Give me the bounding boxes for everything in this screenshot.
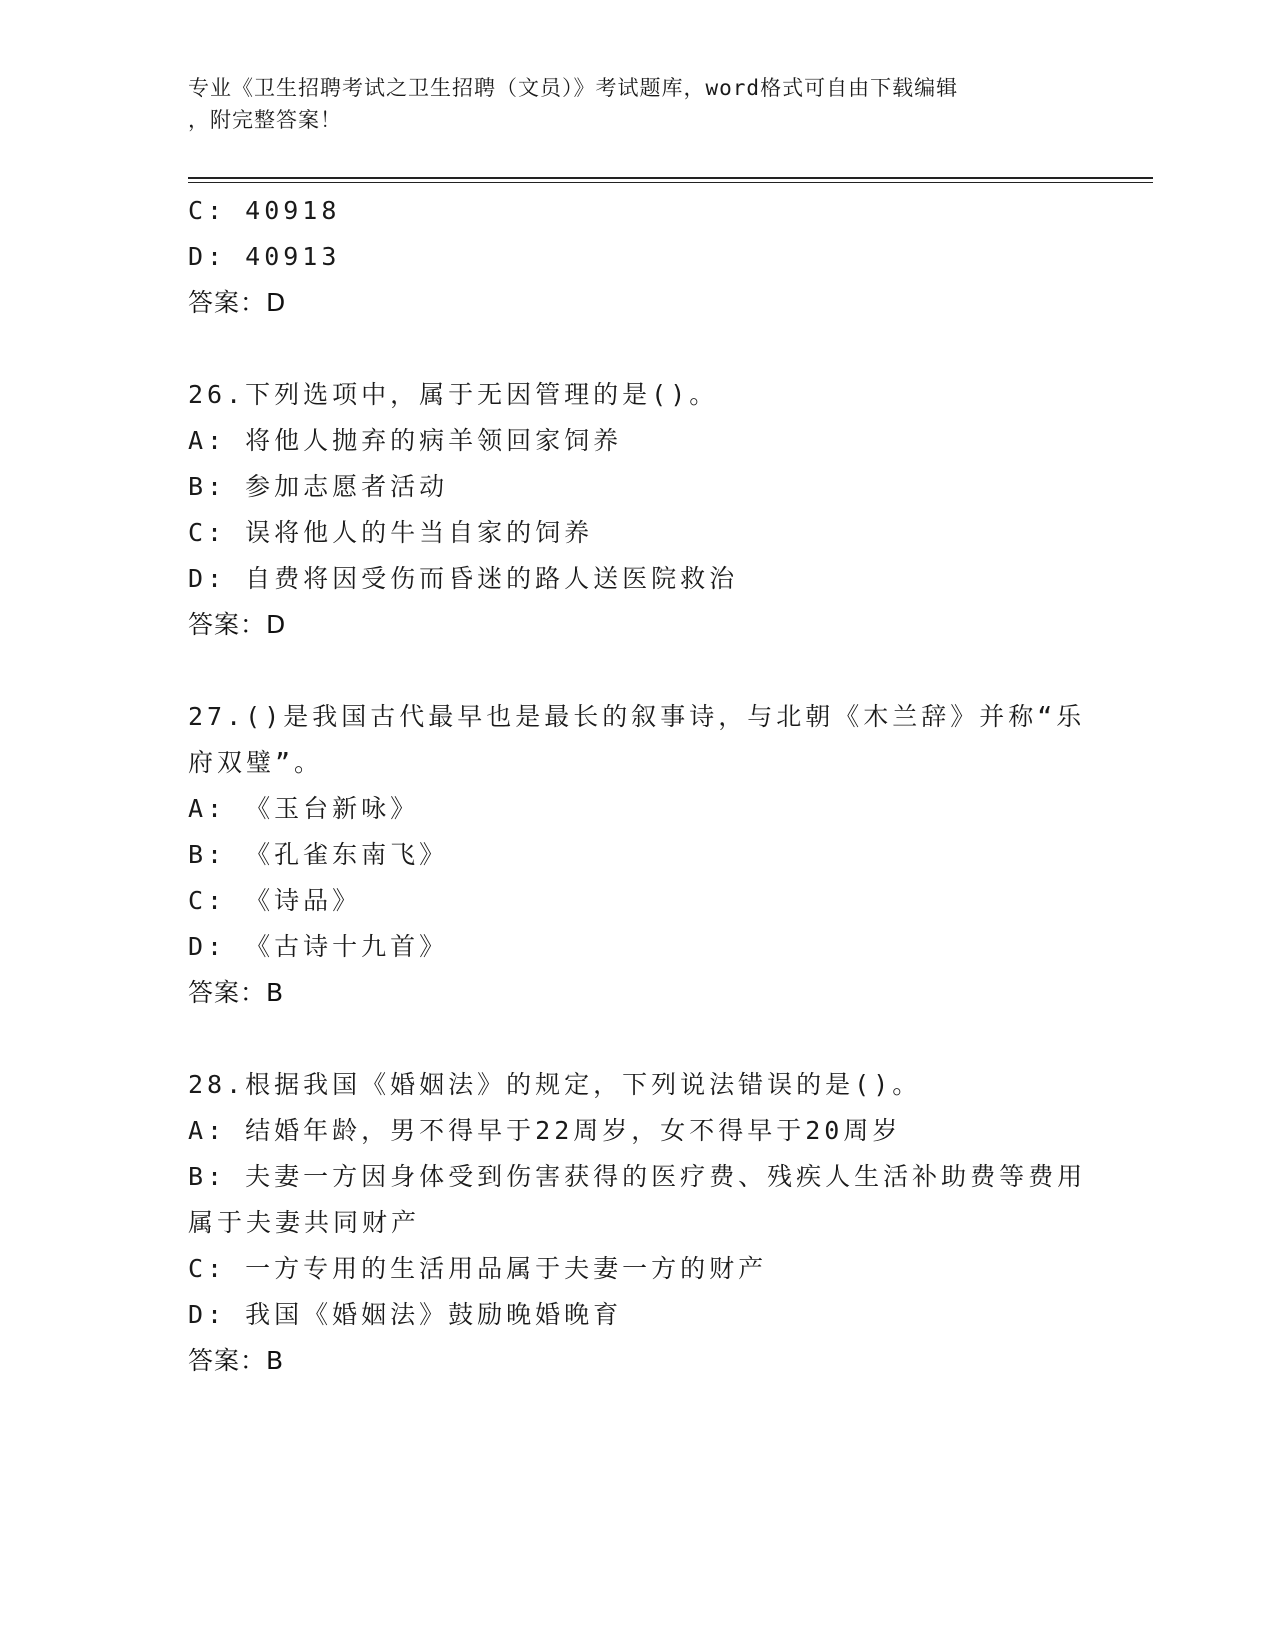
question-stem-line-2: 府双璧”。 (188, 748, 324, 777)
question-list (188, 188, 1088, 1384)
option-b-line-1: B: 夫妻一方因身体受到伤害获得的医疗费、残疾人生活补助费等费用 (188, 1162, 1087, 1191)
header-rule-thin (188, 182, 1153, 183)
header-line-2: ，附完整答案！ (188, 108, 342, 132)
answer-line: 答案：B (188, 978, 285, 1007)
option-c: C: 《诗品》 (188, 886, 362, 915)
option-b: B: 《孔雀东南飞》 (188, 840, 449, 869)
answer-line: 答案：B (188, 1346, 285, 1375)
option-a: A: 结婚年龄，男不得早于22周岁，女不得早于20周岁 (188, 1116, 902, 1145)
answer-line: 答案：D (188, 288, 287, 317)
option-a: A: 将他人抛弃的病羊领回家饲养 (188, 426, 623, 455)
question-block-26 (188, 372, 1088, 648)
header-rule-thick (188, 177, 1153, 179)
spacer (188, 326, 1088, 372)
document-header (188, 72, 1068, 136)
spacer (188, 648, 1088, 694)
option-c: C: 误将他人的牛当自家的饲养 (188, 518, 594, 547)
option-c: C: 40918 (188, 196, 341, 225)
option-a: A: 《玉台新咏》 (188, 794, 420, 823)
question-stem-line-1: 27.()是我国古代最早也是最长的叙事诗，与北朝《木兰辞》并称“乐 (188, 702, 1086, 731)
question-block-27 (188, 694, 1088, 1016)
option-d: D: 《古诗十九首》 (188, 932, 449, 961)
option-b: B: 参加志愿者活动 (188, 472, 449, 501)
option-d: D: 40913 (188, 242, 341, 271)
option-c: C: 一方专用的生活用品属于夫妻一方的财产 (188, 1254, 768, 1283)
header-line-1: 专业《卫生招聘考试之卫生招聘（文员）》考试题库，word格式可自由下载编辑 (188, 76, 959, 100)
option-b-line-2: 属于夫妻共同财产 (188, 1208, 421, 1237)
question-stem: 26.下列选项中，属于无因管理的是()。 (188, 380, 719, 409)
option-d: D: 自费将因受伤而昏迷的路人送医院救治 (188, 564, 739, 593)
question-block-25 (188, 188, 1088, 326)
option-d: D: 我国《婚姻法》鼓励晚婚晚育 (188, 1300, 623, 1329)
question-stem: 28.根据我国《婚姻法》的规定，下列说法错误的是()。 (188, 1070, 922, 1099)
spacer (188, 1016, 1088, 1062)
answer-line: 答案：D (188, 610, 287, 639)
question-block-28 (188, 1062, 1088, 1384)
